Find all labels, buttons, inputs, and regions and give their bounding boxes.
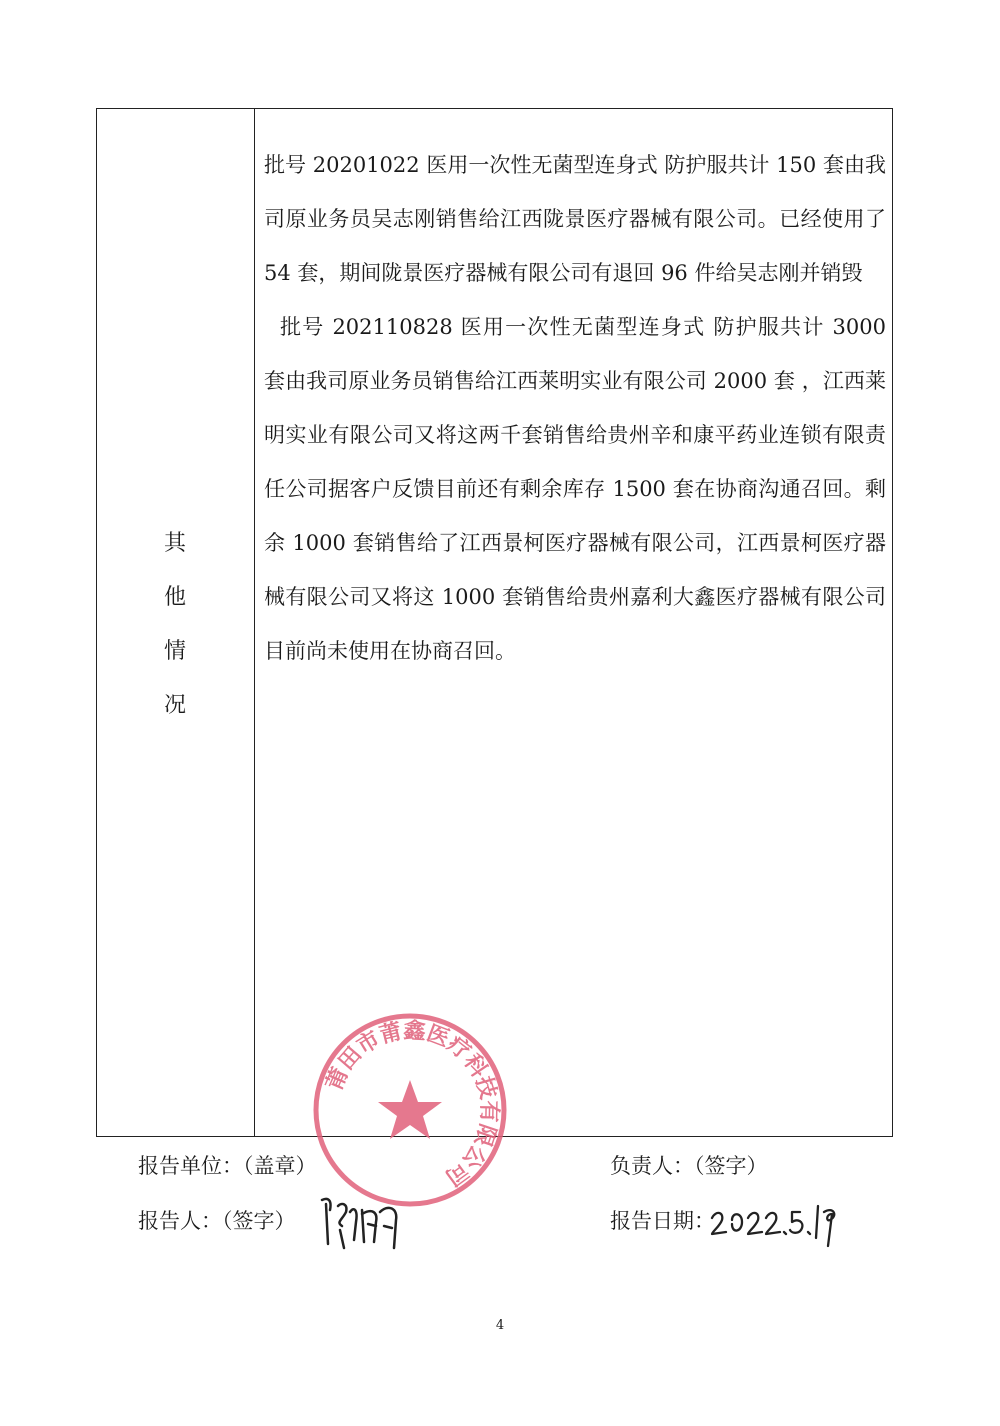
handwritten-date bbox=[708, 1192, 838, 1252]
company-seal bbox=[310, 1010, 510, 1210]
reporter-label: 报告人：（签字） bbox=[138, 1209, 296, 1233]
row-label-char: 他 bbox=[163, 585, 186, 610]
row-label-char: 其 bbox=[163, 531, 186, 556]
report-unit-label: 报告单位：（盖章） bbox=[138, 1154, 317, 1178]
paragraph-batch-20201022: 批号 20201022 医用一次性无菌型连身式 防护服共计 150 套由我司原业务员吴志刚销售给江西陇景医疗器械有限公司。已经使用了 54 套，期间陇景医疗器械有限公司有退回 96 件给吴志刚并销毁 bbox=[264, 153, 886, 285]
reporter-signature bbox=[318, 1192, 408, 1252]
table-column-divider bbox=[254, 108, 255, 1137]
row-label-char: 情 bbox=[163, 639, 186, 664]
seal-text: 莆田市莆鑫医疗科技有限公司 bbox=[321, 1018, 502, 1190]
responsible-person-label: 负责人：（签字） bbox=[610, 1154, 768, 1178]
row-label-char: 况 bbox=[163, 693, 186, 718]
seal-star-icon bbox=[378, 1080, 442, 1139]
report-date-label: 报告日期： bbox=[610, 1209, 715, 1233]
situation-content bbox=[264, 138, 886, 678]
row-label-other-situation bbox=[150, 522, 200, 738]
paragraph-batch-202110828: 批号 202110828 医用一次性无菌型连身式 防护服共计 3000 套由我司原业务员销售给江西莱明实业有限公司 2000 套 ，江西莱明实业有限公司又将这两千套销售给贵州辛和康平药业连锁有限责任公司据客户反馈目前还有剩余库存 1500 套在协商沟通召回。剩余 1000 套销售给了江西景柯医疗器械有限公司，江西景柯医疗器械有限公司又将这 1000 套销售给贵州嘉利大鑫医疗器械有限公司目前尚未使用在协商召回。 bbox=[264, 315, 886, 663]
page-number: 4 bbox=[495, 1318, 505, 1333]
